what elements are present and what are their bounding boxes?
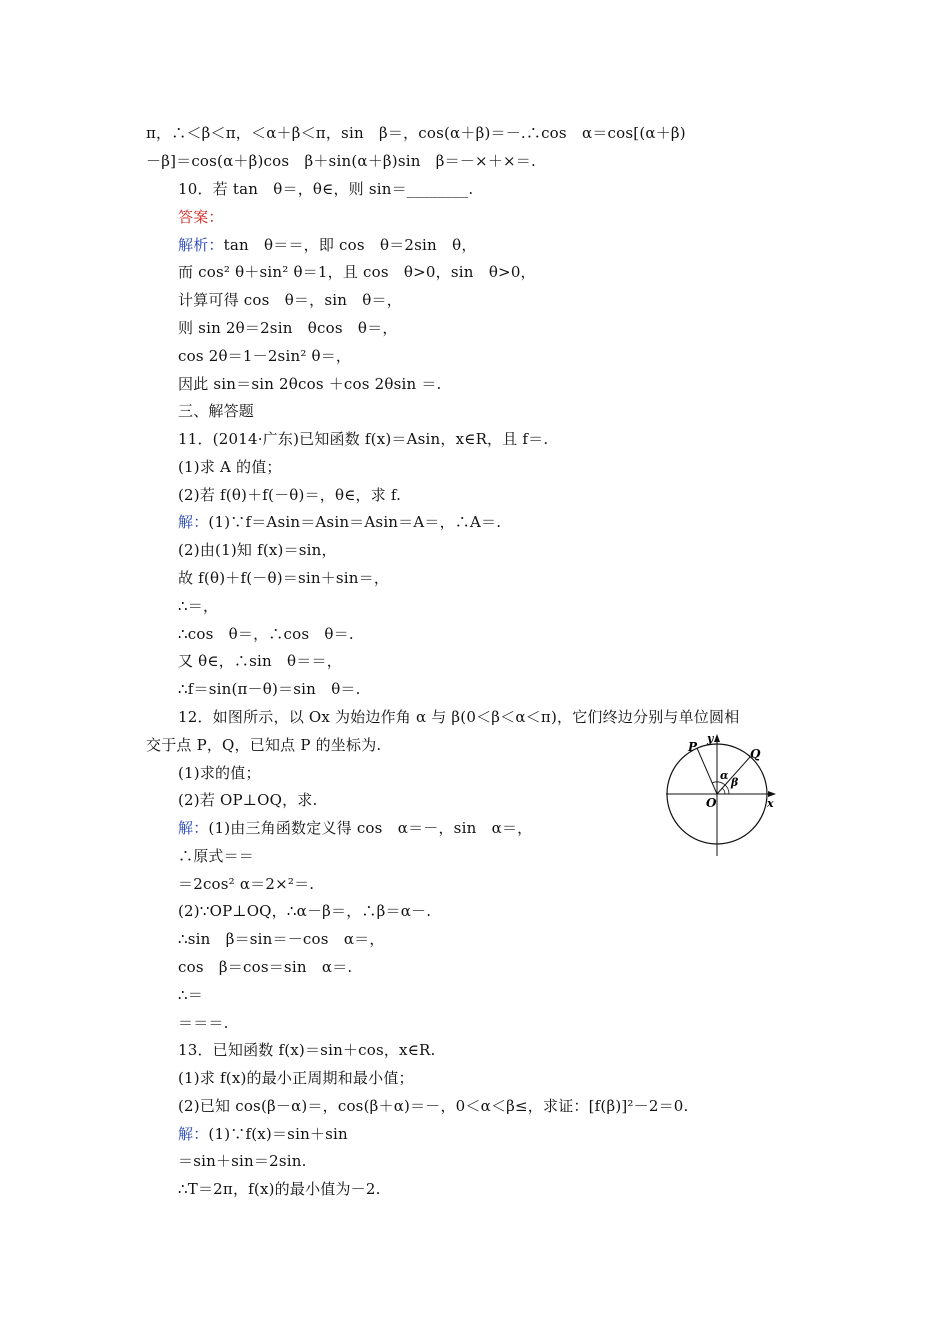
solution-12: 解：(1)由三角函数定义得 cos α＝－，sin α＝， — [178, 819, 533, 837]
text-line-38: ＝sin＋sin＝2sin. — [178, 1152, 307, 1170]
text-line-33: ＝＝＝. — [178, 1014, 229, 1032]
analysis-label: 解析： — [178, 236, 224, 254]
answer-label: 答案： — [178, 208, 224, 226]
text-line-27: ∴原式＝＝ — [178, 847, 255, 865]
text-line-14: (2)若 f(θ)＋f(－θ)＝，θ∈，求 f. — [178, 486, 402, 504]
label-o: O — [706, 796, 717, 810]
text-line-25: (2)若 OP⊥OQ，求. — [178, 791, 318, 809]
question-13: 13．已知函数 f(x)＝sin＋cos，x∈R. — [178, 1041, 436, 1059]
angle-beta-arc — [722, 788, 725, 794]
text-line-8: 则 sin 2θ＝2sin θcos θ＝， — [178, 319, 398, 337]
text-line-29: (2)∵OP⊥OQ，∴α－β＝，∴β＝α－. — [178, 902, 432, 920]
text-line-13: (1)求 A 的值； — [178, 458, 282, 476]
text-line-31: cos β＝cos＝sin α＝. — [178, 958, 353, 976]
question-10: 10．若 tan θ＝，θ∈，则 sin＝________. — [178, 180, 474, 198]
text-line-39: ∴T＝2π，f(x)的最小值为－2. — [178, 1180, 381, 1198]
solution-label: 解： — [178, 1125, 209, 1143]
text-line-24: (1)求的值； — [178, 764, 261, 782]
ray-op — [697, 748, 717, 794]
text-line-30: ∴sin β＝sin＝－cos α＝， — [178, 930, 385, 948]
text-line-20: 又 θ∈，∴sin θ＝＝， — [178, 652, 342, 670]
solution-label: 解： — [178, 819, 209, 837]
text-line-36: (2)已知 cos(β－α)＝，cos(β＋α)＝－，0＜α＜β≤，求证：[f(β)]²－2＝0. — [178, 1097, 689, 1115]
solution-13: 解：(1)∵f(x)＝sin＋sin — [178, 1125, 348, 1143]
label-q: Q — [750, 747, 761, 761]
text-line-9: cos 2θ＝1－2sin² θ＝， — [178, 347, 352, 365]
text-line-23: 交于点 P，Q，已知点 P 的坐标为. — [146, 736, 382, 754]
label-beta: β — [731, 776, 739, 789]
text-line-18: ∴＝， — [178, 597, 219, 615]
text-line-17: 故 f(θ)＋f(－θ)＝sin＋sin＝， — [178, 569, 390, 587]
solution-11: 解：(1)∵f＝Asin＝Asin＝Asin＝A＝，∴A＝. — [178, 513, 502, 531]
text-line-1: π，∴＜β＜π，＜α＋β＜π，sin β＝，cos(α＋β)＝－.∴cos α＝cos[(α＋β) — [146, 124, 686, 142]
text-line-2: －β]＝cos(α＋β)cos β＋sin(α＋β)sin β＝－×＋×＝. — [146, 152, 536, 170]
text-line-16: (2)由(1)知 f(x)＝sin， — [178, 541, 337, 559]
question-12: 12．如图所示，以 Ox 为始边作角 α 与 β(0＜β＜α＜π)，它们终边分别与单位圆相 — [178, 708, 740, 726]
label-x: x — [767, 797, 774, 810]
text-line-32: ∴＝ — [178, 986, 203, 1004]
text-line-35: (1)求 f(x)的最小正周期和最小值； — [178, 1069, 414, 1087]
y-axis-arrow-icon — [714, 734, 720, 742]
analysis-line-1: 解析：tan θ＝＝，即 cos θ＝2sin θ， — [178, 236, 477, 254]
solution-label: 解： — [178, 513, 209, 531]
text-line-21: ∴f＝sin(π－θ)＝sin θ＝. — [178, 680, 361, 698]
text-line-28: ＝2cos² α＝2×²＝. — [178, 875, 315, 893]
text-line-6: 而 cos² θ＋sin² θ＝1，且 cos θ>0，sin θ>0， — [178, 263, 536, 281]
text-line-19: ∴cos θ＝，∴cos θ＝. — [178, 625, 354, 643]
section-heading: 三、解答题 — [178, 402, 255, 420]
label-alpha: α — [720, 769, 729, 782]
label-y: y — [707, 732, 714, 745]
question-11: 11．(2014·广东)已知函数 f(x)＝Asin，x∈R，且 f＝. — [178, 430, 549, 448]
text-line-7: 计算可得 cos θ＝，sin θ＝， — [178, 291, 402, 309]
label-p: P — [688, 740, 698, 754]
unit-circle-figure — [662, 728, 780, 860]
text-line-10: 因此 sin＝sin 2θcos ＋cos 2θsin ＝. — [178, 375, 442, 393]
